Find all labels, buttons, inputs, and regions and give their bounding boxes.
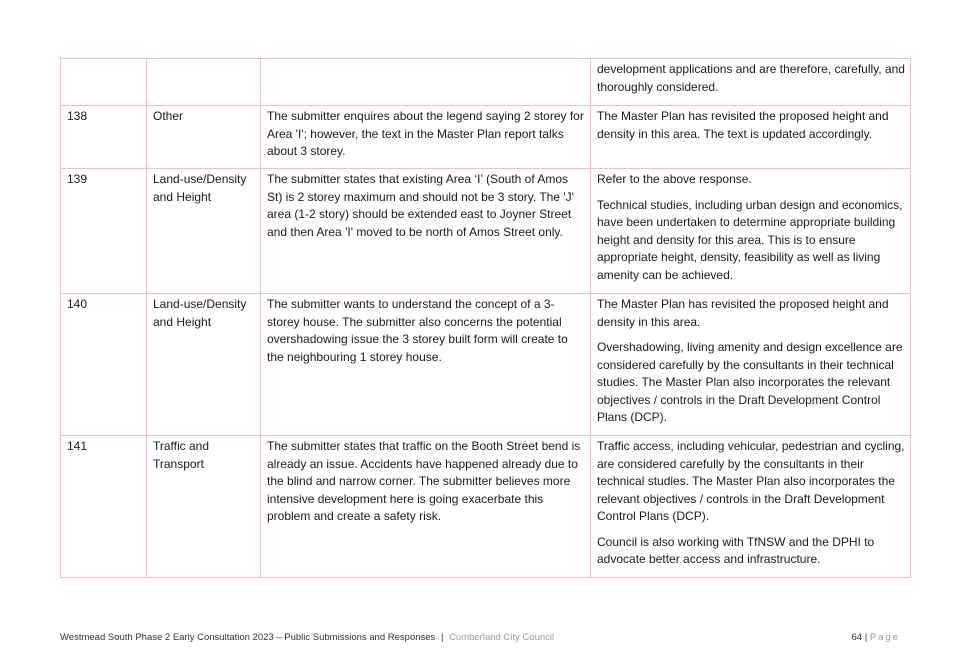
- submission-paragraph: The submitter states that existing Area ‘I’ (South of Amos St) is 2 storey maximum and should not be 3 story. The 'J' area (1-2 story) should be extended east to Joyner Street and then Area 'I' moved to be north of Amos Street only.: [267, 172, 574, 239]
- category-cell: Land-use/Density and Height: [147, 294, 261, 436]
- id-cell: 140: [61, 294, 147, 436]
- id-cell: 138: [61, 106, 147, 169]
- response-paragraph: Refer to the above response.: [597, 172, 752, 186]
- response-paragraph: The Master Plan has revisited the proposed height and density in this area. The text is updated accordingly.: [597, 109, 889, 141]
- page-number-separator: |: [864, 632, 868, 643]
- page-word: Page: [869, 632, 900, 643]
- submission-cell: [261, 106, 591, 169]
- table-row: [61, 106, 911, 169]
- id-cell: 141: [61, 436, 147, 578]
- submission-paragraph: The submitter enquires about the legend saying 2 storey for Area 'I'; however, the text in the Master Plan report talks about 3 storey.: [267, 109, 584, 158]
- response-paragraph: Overshadowing, living amenity and design excellence are considered carefully by the consultants in their technical studies. The Master Plan also incorporates the relevant objectives / controls in the Draft Development Control Plans (DCP).: [597, 340, 903, 424]
- category-cell: Land-use/Density and Height: [147, 169, 261, 294]
- category-cell: Other: [147, 106, 261, 169]
- id-cell: 139: [61, 169, 147, 294]
- submissions-table-container: [60, 58, 910, 578]
- submissions-table: [60, 58, 911, 578]
- table-row: [61, 169, 911, 294]
- response-cell: [591, 106, 911, 169]
- footer-page-number: [851, 632, 900, 643]
- footer-council-name: Cumberland City Council: [449, 632, 555, 643]
- submission-cell: [261, 436, 591, 578]
- table-row: [61, 294, 911, 436]
- table-row: [61, 59, 911, 106]
- response-paragraph: The Master Plan has revisited the proposed height and density in this area.: [597, 297, 889, 329]
- response-paragraph: Council is also working with TfNSW and the DPHI to advocate better access and infrastructure.: [597, 534, 875, 566]
- response-paragraph: Technical studies, including urban design and economics, have been undertaken to determine appropriate building height and density for this area. This is to ensure appropriate height, density, feasibility as well as living amenity can be achieved.: [597, 197, 903, 282]
- table-row: [61, 436, 911, 578]
- submission-paragraph: The submitter states that traffic on the Booth Street bend is already an issue. Accidents have happened already due to the blind and narrow corner. The submitter believes more intensive development here is going exacerbate this problem and create a safety risk.: [267, 439, 581, 523]
- category-cell: Traffic and Transport: [147, 436, 261, 578]
- response-cell: [591, 436, 911, 578]
- response-paragraph: development applications and are therefore, carefully, and thoroughly considered.: [597, 62, 905, 94]
- footer-document-title: Westmead South Phase 2 Early Consultation 2023 – Public Submissions and Responses: [60, 632, 436, 643]
- category-cell: [147, 59, 261, 106]
- page-footer: [60, 632, 900, 643]
- response-cell: [591, 59, 911, 106]
- response-cell: [591, 294, 911, 436]
- submission-paragraph: The submitter wants to understand the concept of a 3-storey house. The submitter also concerns the potential overshadowing issue the 3 storey built form will create to the neighbouring 1 storey house.: [267, 297, 568, 364]
- response-paragraph: Traffic access, including vehicular, pedestrian and cycling, are considered carefully by the consultants in their technical studies. The Master Plan also incorporates the relevant objectives / controls in the Draft Development Control Plans (DCP).: [597, 439, 905, 523]
- footer-separator: |: [440, 632, 444, 643]
- submission-cell: [261, 59, 591, 106]
- id-cell: [61, 59, 147, 106]
- response-cell: [591, 169, 911, 294]
- submission-cell: [261, 294, 591, 436]
- submission-cell: [261, 169, 591, 294]
- page-number-value: 64: [851, 632, 863, 643]
